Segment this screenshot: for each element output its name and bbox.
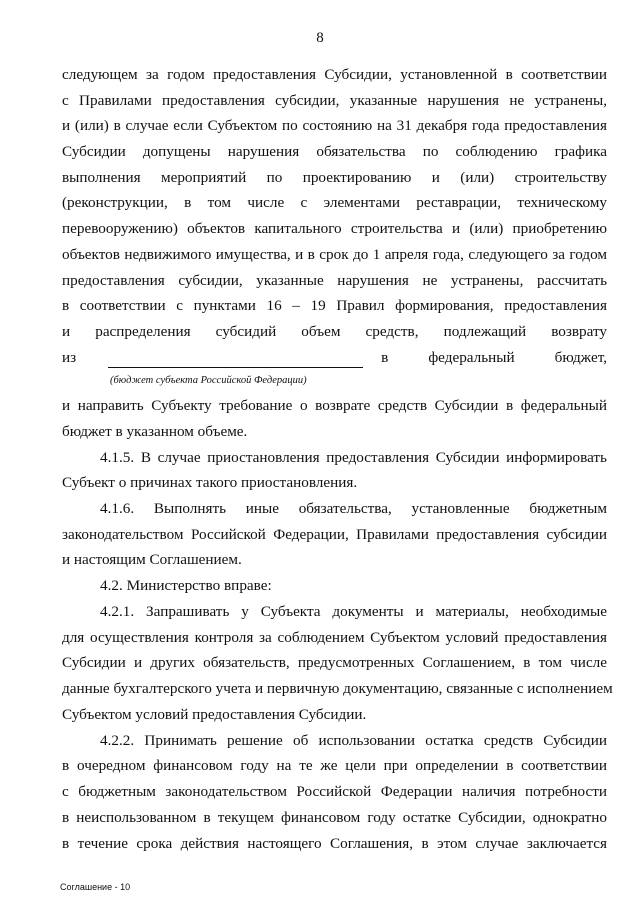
blank-caption: (бюджет субъекта Российской Федерации) — [110, 375, 307, 386]
text-line: бюджет в указанном объеме. — [62, 423, 248, 440]
text-line: в очередном финансовом году на те же цели при определении в соответствии — [62, 757, 607, 774]
text-line: (реконструкции, в том числе с элементами реставрации, техническому — [62, 194, 607, 211]
text-line: перевооружению) объектов капитального строительства и (или) приобретению — [62, 220, 607, 237]
text-line: 4.2. Министерство вправе: — [100, 577, 272, 594]
text-line: данные бухгалтерского учета и первичную документацию, связанные с исполнением — [62, 680, 613, 697]
text-line: и (или) в случае если Субъектом по состоянию на 31 декабря года предоставления — [62, 117, 607, 134]
text-line: законодательством Российской Федерации, Правилами предоставления субсидии — [62, 526, 607, 543]
text-line: 4.1.6. Выполнять иные обязательства, установленные бюджетным — [100, 500, 607, 517]
text-line: в неиспользованном в текущем финансовом году остатке Субсидии, однократно — [62, 809, 607, 826]
text-line: выполнения мероприятий по проектированию и (или) строительству — [62, 169, 607, 186]
text-line: Субъектом условий предоставления Субсидии. — [62, 706, 367, 723]
text-line: с Правилами предоставления субсидии, указанные нарушения не устранены, — [62, 92, 607, 109]
text-line: Субъект о причинах такого приостановления. — [62, 474, 358, 491]
text-line: объектов недвижимого имущества, и в срок до 1 апреля года, следующего за годом — [62, 246, 607, 263]
text-line: 4.1.5. В случае приостановления предоставления Субсидии информировать — [100, 449, 607, 466]
blank-prefix: из — [62, 349, 77, 366]
text-line: Субсидии и других обязательств, предусмотренных Соглашением, в том числе — [62, 654, 607, 671]
blank-suffix-2: федеральный — [428, 349, 515, 366]
fill-in-blank — [108, 353, 363, 368]
blank-fill-line — [62, 348, 607, 368]
text-line: 4.2.2. Принимать решение об использовании остатка средств Субсидии — [100, 732, 607, 749]
blank-suffix-1: в — [381, 349, 389, 366]
text-line: 4.2.1. Запрашивать у Субъекта документы и материалы, необходимые — [100, 603, 607, 620]
blank-suffix-3: бюджет, — [554, 349, 607, 366]
text-line: и настоящим Соглашением. — [62, 551, 242, 568]
text-line: предоставления субсидии, указанные нарушения не устранены, рассчитать — [62, 272, 607, 289]
text-line: для осуществления контроля за соблюдением Субъектом условий предоставления — [62, 629, 607, 646]
text-line: и распределения субсидий объем средств, подлежащий возврату — [62, 323, 607, 340]
text-line: в течение срока действия настоящего Соглашения, в этом случае заключается — [62, 835, 607, 852]
text-line: Субсидии допущены нарушения обязательства по соблюдению графика — [62, 143, 607, 160]
footer-label: Соглашение - 10 — [60, 882, 131, 892]
text-line: следующем за годом предоставления Субсидии, установленной в соответствии — [62, 66, 607, 83]
page-number: 8 — [316, 30, 324, 46]
text-line: в соответствии с пунктами 16 – 19 Правил формирования, предоставления — [62, 297, 607, 314]
text-line: с бюджетным законодательством Российской Федерации наличия потребности — [62, 783, 607, 800]
text-line: и направить Субъекту требование о возврате средств Субсидии в федеральный — [62, 397, 607, 414]
